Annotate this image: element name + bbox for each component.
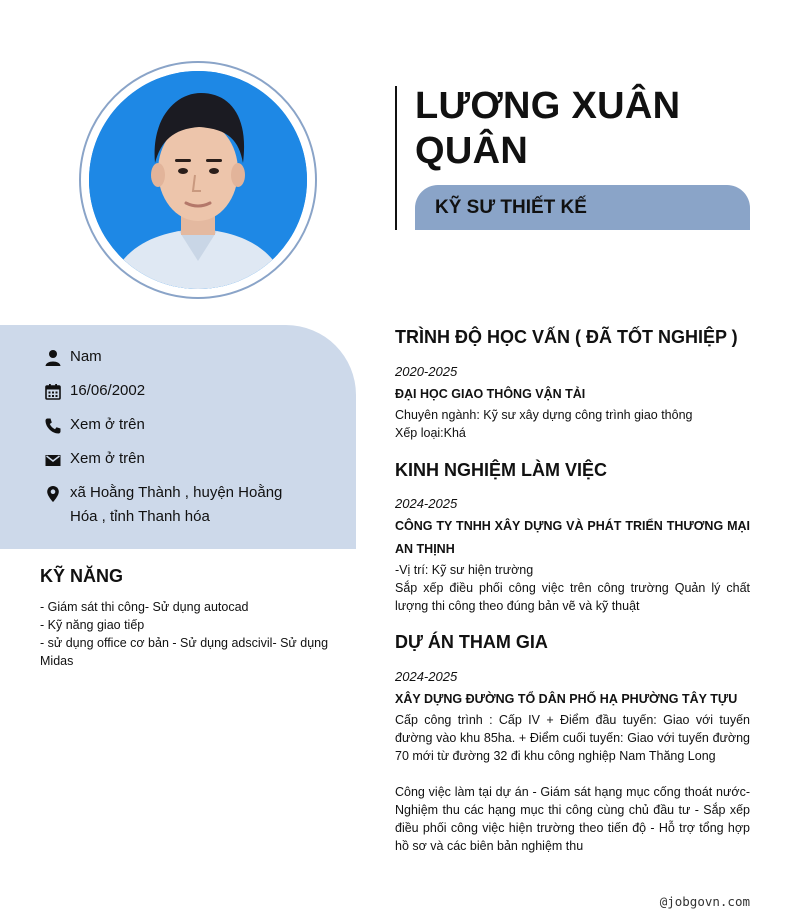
education-grade: Xếp loại:Khá (395, 426, 466, 440)
job-title: KỸ SƯ THIẾT KẾ (435, 197, 587, 218)
education-major: Chuyên ngành: Kỹ sư xây dựng công trình giao thông (395, 408, 693, 422)
birthday-value: 16/06/2002 (70, 382, 146, 399)
experience-position: -Vị trí: Kỹ sư hiện trường (395, 563, 534, 577)
project-period: 2024-2025 (395, 669, 458, 684)
avatar (89, 71, 307, 289)
phone-value: Xem ở trên (70, 416, 145, 433)
experience-heading: KINH NGHIỆM LÀM VIỆC (395, 460, 608, 480)
skills-list (40, 598, 340, 670)
candidate-name: LƯƠNG XUÂN QUÂN (415, 85, 681, 172)
experience-period: 2024-2025 (395, 496, 458, 511)
person-icon (44, 349, 62, 367)
skills-heading: KỸ NĂNG (40, 566, 124, 586)
skill-item: - Giám sát thi công- Sử dụng autocad (40, 600, 249, 614)
profile-photo (89, 71, 307, 289)
experience-duties: Sắp xếp điều phối công việc trên công trường Quản lý chất lượng thi công theo đúng bản vẽ và kỹ thuật (395, 581, 750, 613)
job-title-badge (415, 185, 750, 230)
experience-company: CÔNG TY TNHH XÂY DỰNG VÀ PHÁT TRIỂN THƯƠNG MẠI AN THỊNH (395, 519, 750, 556)
contact-phone (44, 416, 145, 437)
education-school: ĐẠI HỌC GIAO THÔNG VẬN TẢI (395, 387, 586, 401)
skill-item: - sử dụng office cơ bản - Sử dụng adscivil- Sử dụng Midas (40, 636, 329, 668)
calendar-icon (44, 383, 62, 401)
education-heading: TRÌNH ĐỘ HỌC VẤN ( ĐÃ TỐT NGHIỆP ) (395, 327, 738, 347)
address-value: xã Hoằng Thành , huyện Hoằng Hóa , tỉnh Thanh hóa (70, 484, 283, 525)
contact-birthday (44, 382, 145, 403)
gender-value: Nam (70, 348, 102, 365)
contact-address (44, 484, 290, 529)
project-name: XÂY DỰNG ĐƯỜNG TỔ DÂN PHỐ HẠ PHƯỜNG TÂY TỰU (395, 692, 738, 706)
phone-icon (44, 417, 62, 435)
contact-gender (44, 348, 102, 369)
email-value: Xem ở trên (70, 450, 145, 467)
name-divider (395, 86, 397, 230)
project-details: Cấp công trình : Cấp IV + Điểm đầu tuyến: Giao với tuyến đường vào khu 85ha. + Điểm cuối tuyến: Giao với tuyến đường 70 mới từ đường 32 đi khu công nghiệp Nam Thăng Long (395, 713, 750, 763)
watermark: @jobgovn.com (659, 894, 750, 909)
avatar-ring (79, 61, 317, 299)
mail-icon (44, 451, 62, 469)
education-period: 2020-2025 (395, 364, 458, 379)
projects-heading: DỰ ÁN THAM GIA (395, 632, 548, 652)
location-pin-icon (44, 485, 62, 503)
project-tasks: Công việc làm tại dự án - Giám sát hạng mục cống thoát nước- Nghiệm thu các hạng mục thi công cùng chủ đầu tư - Sắp xếp điều phối công việc hiện trường theo tiến độ - Hỗ trợ tổng hợp hồ sơ và các biên bản nghiệm thu (395, 785, 750, 853)
contact-email (44, 450, 145, 471)
skill-item: - Kỹ năng giao tiếp (40, 618, 145, 632)
